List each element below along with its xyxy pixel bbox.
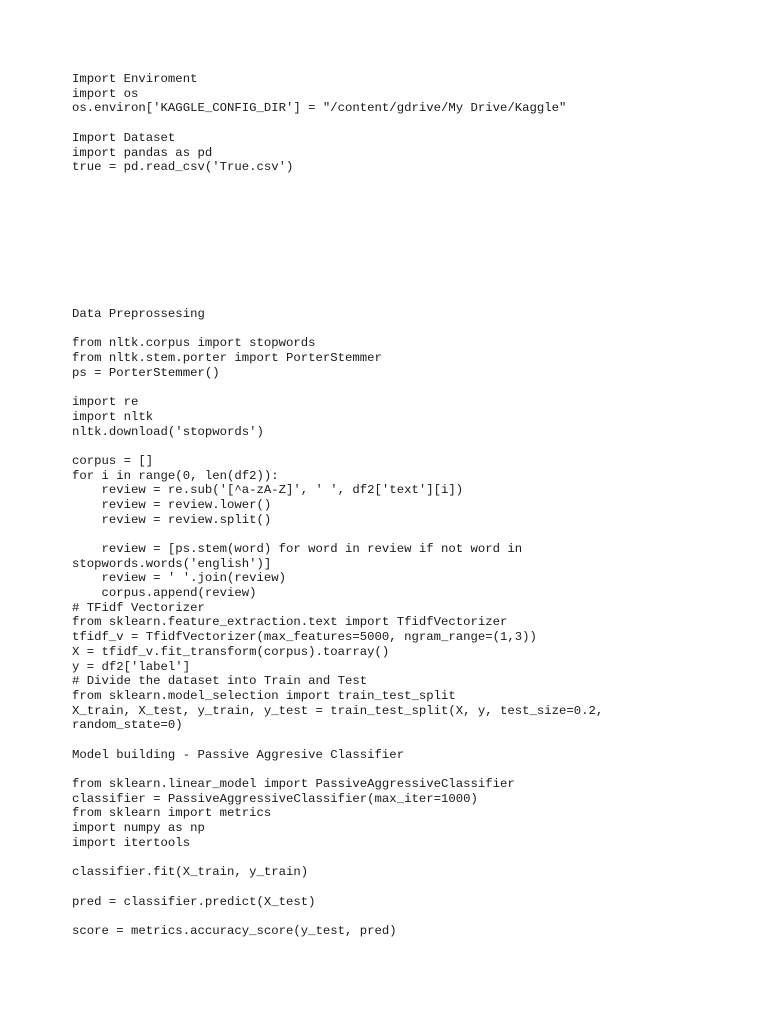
- code-line: [72, 762, 603, 777]
- code-line: from nltk.corpus import stopwords: [72, 336, 316, 351]
- code-line: # TFidf Vectorizer: [72, 600, 205, 615]
- code-line: stopwords.words('english')]: [72, 556, 272, 571]
- code-line: true = pd.read_csv('True.csv'): [72, 160, 294, 175]
- code-line: import nltk: [72, 409, 154, 424]
- code-line: Data Preprossesing: [72, 307, 205, 321]
- code-line: import re: [72, 395, 139, 410]
- code-line: [72, 322, 603, 337]
- code-line: from nltk.stem.porter import PorterStemmer: [72, 351, 382, 366]
- code-line: classifier.fit(X_train, y_train): [72, 865, 309, 880]
- dataset-code-block: [72, 131, 293, 175]
- code-line: nltk.download('stopwords'): [72, 424, 264, 439]
- code-line: classifier = PassiveAggressiveClassifier(max_iter=1000): [72, 791, 478, 806]
- code-line: review = ' '.join(review): [72, 571, 287, 586]
- environment-code-block: [72, 72, 566, 116]
- code-line: import numpy as np: [72, 821, 205, 836]
- code-line: tfidf_v = TfidfVectorizer(max_features=5000, ngram_range=(1,3)): [72, 630, 537, 645]
- code-line: from sklearn import metrics: [72, 806, 272, 821]
- code-line: import itertools: [72, 835, 191, 850]
- code-line: Import Dataset: [72, 131, 176, 145]
- code-line: [72, 380, 603, 395]
- code-line: from sklearn.linear_model import PassiveAggressiveClassifier: [72, 777, 515, 791]
- code-line: # Divide the dataset into Train and Test: [72, 674, 368, 689]
- code-line: os.environ['KAGGLE_CONFIG_DIR'] = "/content/gdrive/My Drive/Kaggle": [72, 101, 567, 116]
- code-line: review = review.split(): [72, 512, 272, 527]
- code-line: import os: [72, 86, 139, 101]
- code-line: random_state=0): [72, 718, 183, 733]
- code-line: review = re.sub('[^a-zA-Z]', ' ', df2['text'][i]): [72, 483, 464, 498]
- code-line: import pandas as pd: [72, 145, 213, 160]
- code-line: ps = PorterStemmer(): [72, 365, 220, 380]
- code-line: [72, 733, 603, 748]
- code-line: score = metrics.accuracy_score(y_test, pred): [72, 923, 397, 938]
- code-line: review = review.lower(): [72, 497, 272, 512]
- code-line: X_train, X_test, y_train, y_test = train_test_split(X, y, test_size=0.2,: [72, 703, 604, 718]
- code-line: X = tfidf_v.fit_transform(corpus).toarray(): [72, 644, 390, 659]
- code-line: for i in range(0, len(df2)):: [72, 468, 279, 483]
- code-line: from sklearn.model_selection import train_test_split: [72, 688, 456, 703]
- code-line: Import Enviroment: [72, 72, 198, 86]
- code-line: [72, 439, 603, 454]
- code-line: [72, 850, 603, 865]
- code-line: from sklearn.feature_extraction.text import TfidfVectorizer: [72, 615, 508, 630]
- preprocessing-code-block: [72, 307, 603, 939]
- code-line: [72, 909, 603, 924]
- code-line: Model building - Passive Aggresive Classifier: [72, 747, 405, 762]
- code-line: pred = classifier.predict(X_test): [72, 894, 316, 909]
- code-line: [72, 880, 603, 895]
- code-line: [72, 527, 603, 542]
- code-line: corpus.append(review): [72, 586, 257, 601]
- code-line: review = [ps.stem(word) for word in review if not word in: [72, 542, 523, 556]
- code-line: y = df2['label']: [72, 659, 191, 674]
- code-line: corpus = []: [72, 453, 154, 468]
